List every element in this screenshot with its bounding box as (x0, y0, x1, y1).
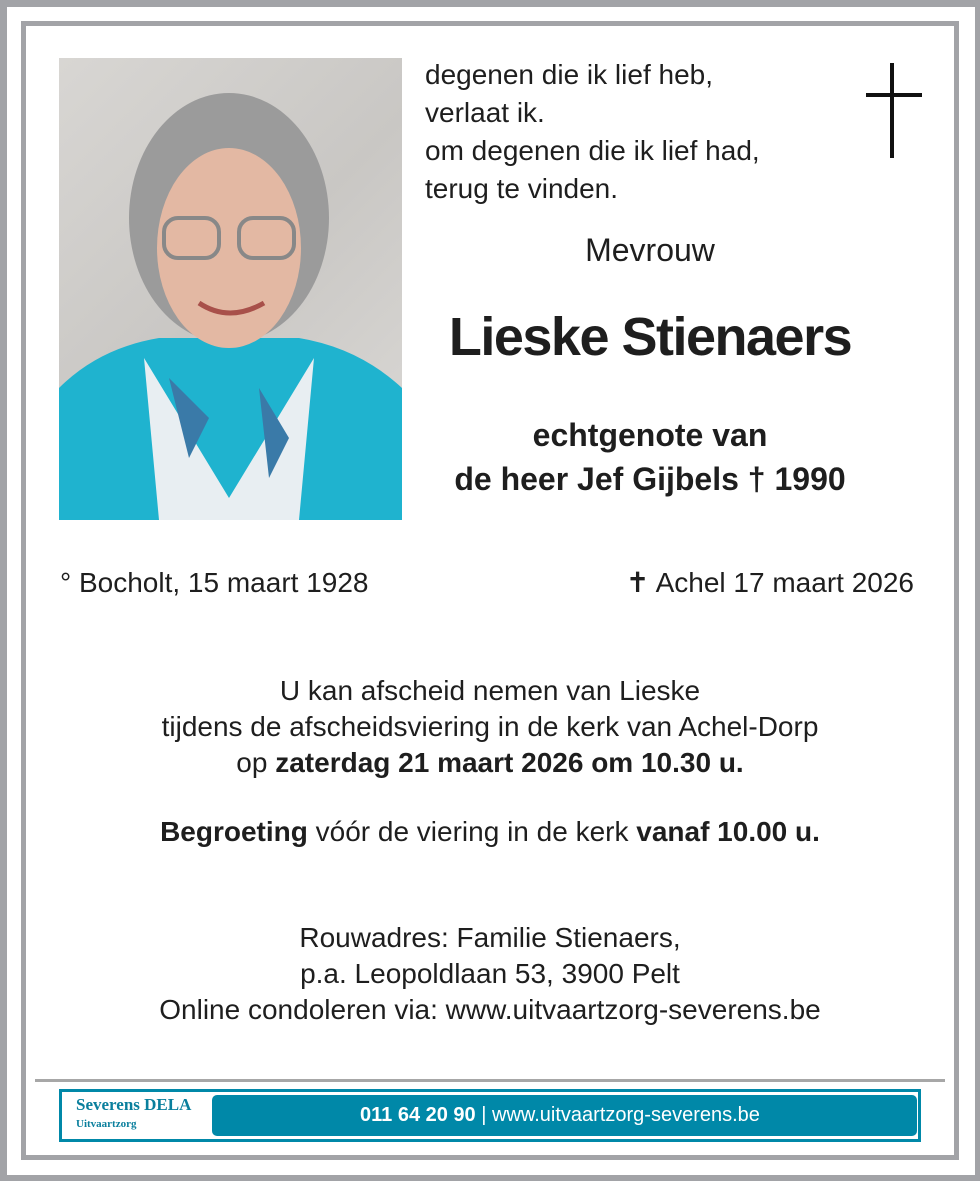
separator: | (481, 1104, 487, 1126)
logo-subtitle: Uitvaartzorg (76, 1118, 137, 1130)
poem-line: terug te vinden. (425, 173, 619, 204)
greeting-time: vanaf 10.00 u. (636, 816, 820, 847)
address-line: p.a. Leopoldlaan 53, 3900 Pelt (300, 958, 680, 989)
poem-line: om degenen die ik lief had, (425, 135, 760, 166)
ceremony-info (40, 673, 940, 781)
greeting-label: Begroeting (160, 816, 308, 847)
phone-number[interactable]: 011 64 20 90 (360, 1104, 476, 1126)
ceremony-prefix: op (236, 747, 276, 778)
cross-icon (890, 63, 894, 158)
cross-icon-bar (866, 93, 922, 97)
logo: Severens DELA (76, 1095, 192, 1114)
divider (35, 1079, 945, 1082)
funeral-home-footer (59, 1089, 921, 1142)
spouse-info (420, 413, 880, 501)
ceremony-line: U kan afscheid nemen van Lieske (279, 675, 701, 706)
address-info (40, 920, 940, 1028)
deceased-name: Lieske Stienaers (448, 307, 852, 367)
portrait-photo (59, 58, 402, 520)
greeting-info (40, 814, 940, 850)
ceremony-line (40, 745, 940, 781)
greeting-text: vóór de viering in de kerk (307, 816, 637, 847)
poem (425, 56, 760, 208)
ceremony-date: zaterdag 21 maart 2026 om 10.30 u. (275, 747, 744, 778)
poem-line: verlaat ik. (425, 97, 545, 128)
contact-bar (212, 1095, 917, 1136)
honorific: Mevrouw (585, 232, 715, 268)
website-link[interactable]: www.uitvaartzorg-severens.be (492, 1104, 760, 1126)
ceremony-line: tijdens de afscheidsviering in de kerk van Achel-Dorp (161, 711, 819, 742)
spouse-line: echtgenote van (532, 417, 768, 453)
birth-info: ° Bocholt, 15 maart 1928 (60, 567, 369, 598)
condolence-link[interactable]: Online condoleren via: www.uitvaartzorg-severens.be (159, 994, 821, 1025)
poem-line: degenen die ik lief heb, (425, 59, 713, 90)
spouse-line: de heer Jef Gijbels † 1990 (454, 461, 846, 497)
death-info: ✝ Achel 17 maart 2026 (625, 567, 914, 598)
address-line: Rouwadres: Familie Stienaers, (299, 922, 681, 953)
